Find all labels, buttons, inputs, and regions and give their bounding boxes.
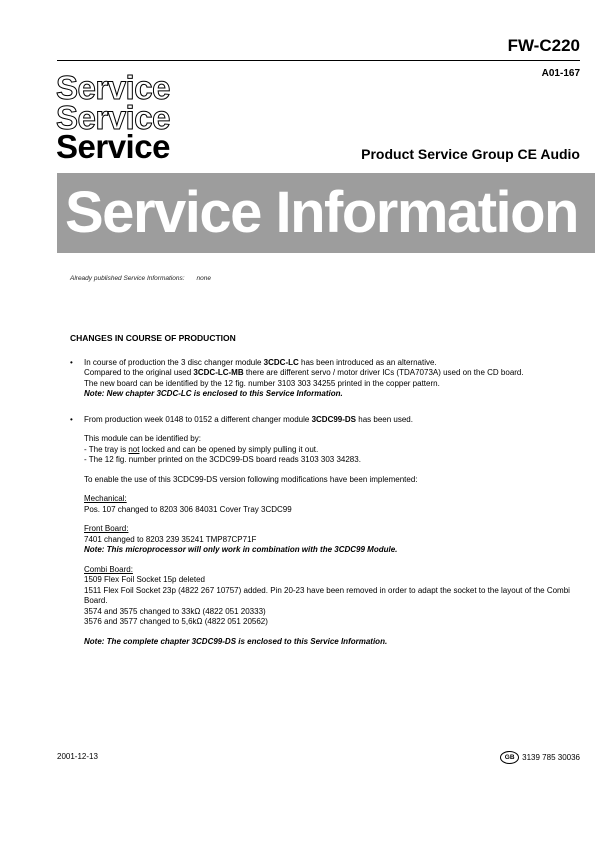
service-logo-line-2: Service <box>56 99 170 136</box>
already-published-value: none <box>196 275 211 282</box>
subheading-mechanical: Mechanical: <box>84 494 127 503</box>
text-line: 3574 and 3575 changed to 33kΩ (4822 051 20333) <box>84 606 266 616</box>
text-line: 7401 changed to 8203 239 35241 TMP87CP71F <box>84 534 257 544</box>
text-line: The new board can be identified by the 12 fig. number 3103 303 34255 printed in the copper pattern. <box>84 378 440 388</box>
already-published-label: Already published Service Informations: <box>70 275 185 282</box>
text-line: 3576 and 3577 changed to 5,6kΩ (4822 051 20562) <box>84 617 268 626</box>
footer-date: 2001-12-13 <box>57 752 98 761</box>
text-line: - The 12 fig. number printed on the 3CDC99-DS board reads 3103 303 34283. <box>84 455 361 464</box>
service-information-banner <box>57 173 595 253</box>
text-line: Pos. 107 changed to 8203 306 84031 Cover Tray 3CDC99 <box>84 504 292 514</box>
bullet-icon: • <box>70 414 73 424</box>
text-line: 1509 Flex Foil Socket 15p deleted <box>84 575 205 584</box>
final-note: Note: The complete chapter 3CDC99-DS is enclosed to this Service Information. <box>84 636 388 646</box>
service-logo-line-1: Service <box>56 69 170 106</box>
banner-title: Service Information <box>65 180 578 245</box>
subheading-combi-board: Combi Board: <box>84 564 133 574</box>
bullet-item-3cdc99-ds <box>70 415 585 648</box>
model-number: FW-C220 <box>507 36 580 55</box>
changes-section <box>70 333 585 662</box>
text-line: - The tray is not locked and can be opened by simply pulling it out. <box>84 444 319 454</box>
service-logo-line-3: Service <box>56 128 170 165</box>
header-rule <box>57 60 580 61</box>
footer-code <box>500 751 580 764</box>
bullet-icon: • <box>70 357 73 367</box>
text-line: Compared to the original used 3CDC-LC-MB there are different servo / motor driver ICs (TDA7073A) used on the CD board. <box>84 368 524 377</box>
note-line: Note: This microprocessor will only work in combination with the 3CDC99 Module. <box>84 545 398 554</box>
already-published-line <box>70 275 211 282</box>
text-line: From production week 0148 to 0152 a different changer module 3CDC99-DS has been used. <box>84 414 413 424</box>
footer-code-number: 3139 785 30036 <box>522 753 580 762</box>
product-group-title: Product Service Group CE Audio <box>361 146 580 162</box>
text-line: To enable the use of this 3CDC99-DS version following modifications have been implemented: <box>84 474 418 484</box>
note-line: Note: New chapter 3CDC-LC is enclosed to this Service Information. <box>84 389 343 398</box>
bullet-item-3cdc-lc <box>70 358 585 400</box>
text-line: This module can be identified by: <box>84 434 201 443</box>
changes-heading: CHANGES IN COURSE OF PRODUCTION <box>70 333 236 343</box>
subheading-front-board: Front Board: <box>84 524 129 533</box>
country-badge-gb: GB <box>500 751 519 764</box>
document-number: A01-167 <box>541 68 580 79</box>
text-line: 1511 Flex Foil Socket 23p (4822 267 10757) added. Pin 20-23 have been removed in order to adapt the socket to the layout of the Combi Board. <box>84 585 570 605</box>
text-line: In course of production the 3 disc changer module 3CDC-LC has been introduced as an alternative. <box>84 357 437 367</box>
